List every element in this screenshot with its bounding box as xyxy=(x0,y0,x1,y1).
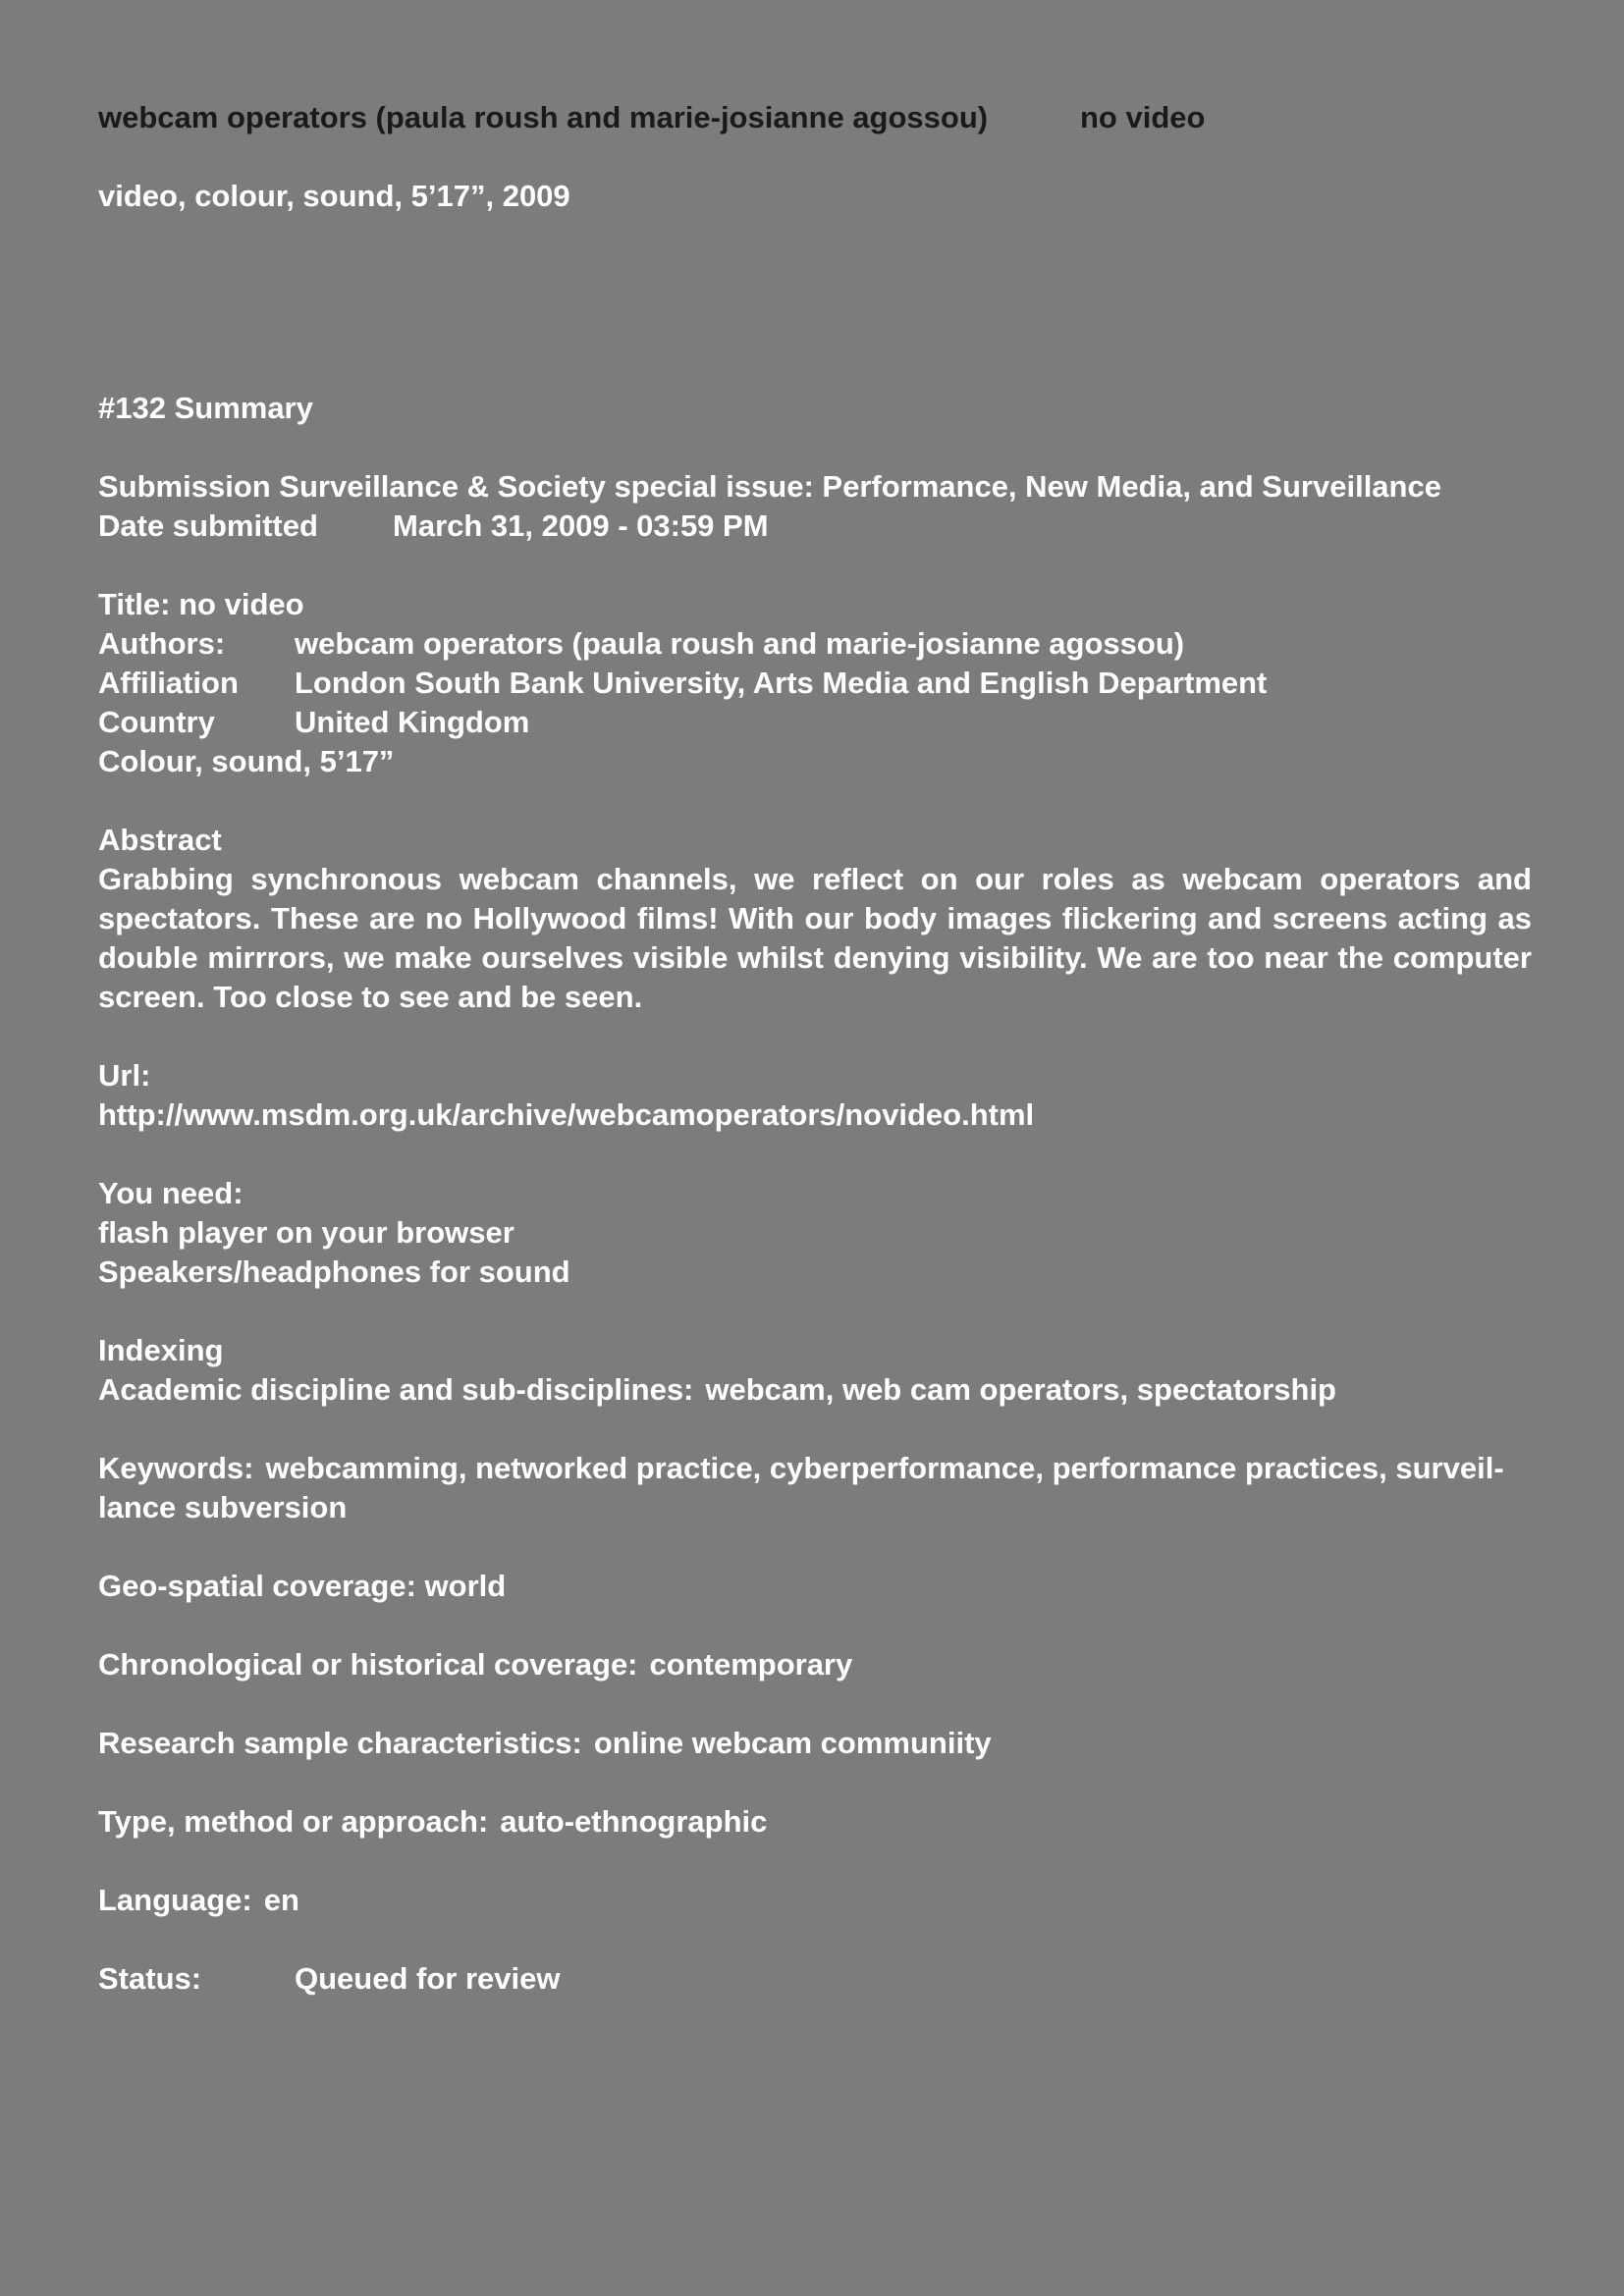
document-header xyxy=(98,98,1532,137)
title-line: Title: no video xyxy=(98,587,304,621)
keywords-label: Keywords: xyxy=(98,1451,254,1485)
submission-line: Submission Surveillance & Society special issue: Performance, New Media, and Surveillance xyxy=(98,469,1441,504)
date-submitted-row xyxy=(98,507,1532,546)
keywords-line xyxy=(98,1449,1532,1527)
url-heading: Url: xyxy=(98,1058,151,1093)
keywords-value: webcamming, networked practice, cyberperformance, performance practices, surveillance subversion xyxy=(98,1451,1504,1524)
url-link[interactable]: http://www.msdm.org.uk/archive/webcamoperators/novideo.html xyxy=(98,1097,1035,1132)
date-submitted-label: Date submitted xyxy=(98,508,318,543)
requirement-item: flash player on your browser xyxy=(98,1215,514,1250)
requirement-item: Speakers/headphones for sound xyxy=(98,1255,570,1289)
affiliation-row xyxy=(98,664,1532,703)
abstract-heading: Abstract xyxy=(98,823,222,857)
authors-row xyxy=(98,624,1532,664)
sample-label: Research sample characteristics: xyxy=(98,1726,582,1760)
authors-label: Authors: xyxy=(98,626,226,661)
language-line xyxy=(98,1881,1532,1920)
discipline-value: webcam, web cam operators, spectatorship xyxy=(705,1372,1336,1407)
method-value: auto-ethnographic xyxy=(500,1804,768,1839)
geo-value: world xyxy=(424,1569,507,1603)
chrono-line xyxy=(98,1645,1532,1684)
authors-value: webcam operators (paula roush and marie-josianne agossou) xyxy=(295,626,1185,661)
country-value: United Kingdom xyxy=(295,705,530,739)
affiliation-value: London South Bank University, Arts Media and English Department xyxy=(295,666,1268,700)
format-line: Colour, sound, 5’17” xyxy=(98,744,395,778)
summary-heading: #132 Summary xyxy=(98,391,313,425)
indexing-heading: Indexing xyxy=(98,1333,224,1367)
discipline-line xyxy=(98,1370,1532,1410)
header-meta: video, colour, sound, 5’17”, 2009 xyxy=(98,179,570,213)
header-authors: webcam operators (paula roush and marie-josianne agossou) xyxy=(98,100,989,134)
chrono-value: contemporary xyxy=(649,1647,853,1682)
status-label: Status: xyxy=(98,1961,202,1996)
language-label: Language: xyxy=(98,1883,252,1917)
date-submitted-value: March 31, 2009 - 03:59 PM xyxy=(393,508,769,543)
country-label: Country xyxy=(98,705,215,739)
language-value: en xyxy=(263,1883,299,1917)
affiliation-label: Affiliation xyxy=(98,666,239,700)
sample-line xyxy=(98,1724,1532,1763)
geo-label: Geo-spatial coverage: xyxy=(98,1569,416,1603)
chrono-label: Chronological or historical coverage: xyxy=(98,1647,638,1682)
method-label: Type, method or approach: xyxy=(98,1804,489,1839)
geo-line xyxy=(98,1567,1532,1606)
method-line xyxy=(98,1802,1532,1842)
abstract-text: Grabbing synchronous webcam channels, we reflect on our roles as webcam operators and spectators. These are no Hollywood films! With our body images flickering and screens acting as double mirrrors, we make ourselves visible whilst denying visibility. We are too near the computer screen. Too close to see and be seen. xyxy=(98,862,1532,1014)
status-row xyxy=(98,1959,1532,1999)
requirements-heading: You need: xyxy=(98,1176,244,1210)
document-body xyxy=(98,98,1532,1999)
status-value: Queued for review xyxy=(295,1961,561,1996)
sample-value: online webcam communiity xyxy=(593,1726,992,1760)
header-title: no video xyxy=(1080,100,1206,134)
discipline-label: Academic discipline and sub-disciplines: xyxy=(98,1372,694,1407)
country-row xyxy=(98,703,1532,742)
